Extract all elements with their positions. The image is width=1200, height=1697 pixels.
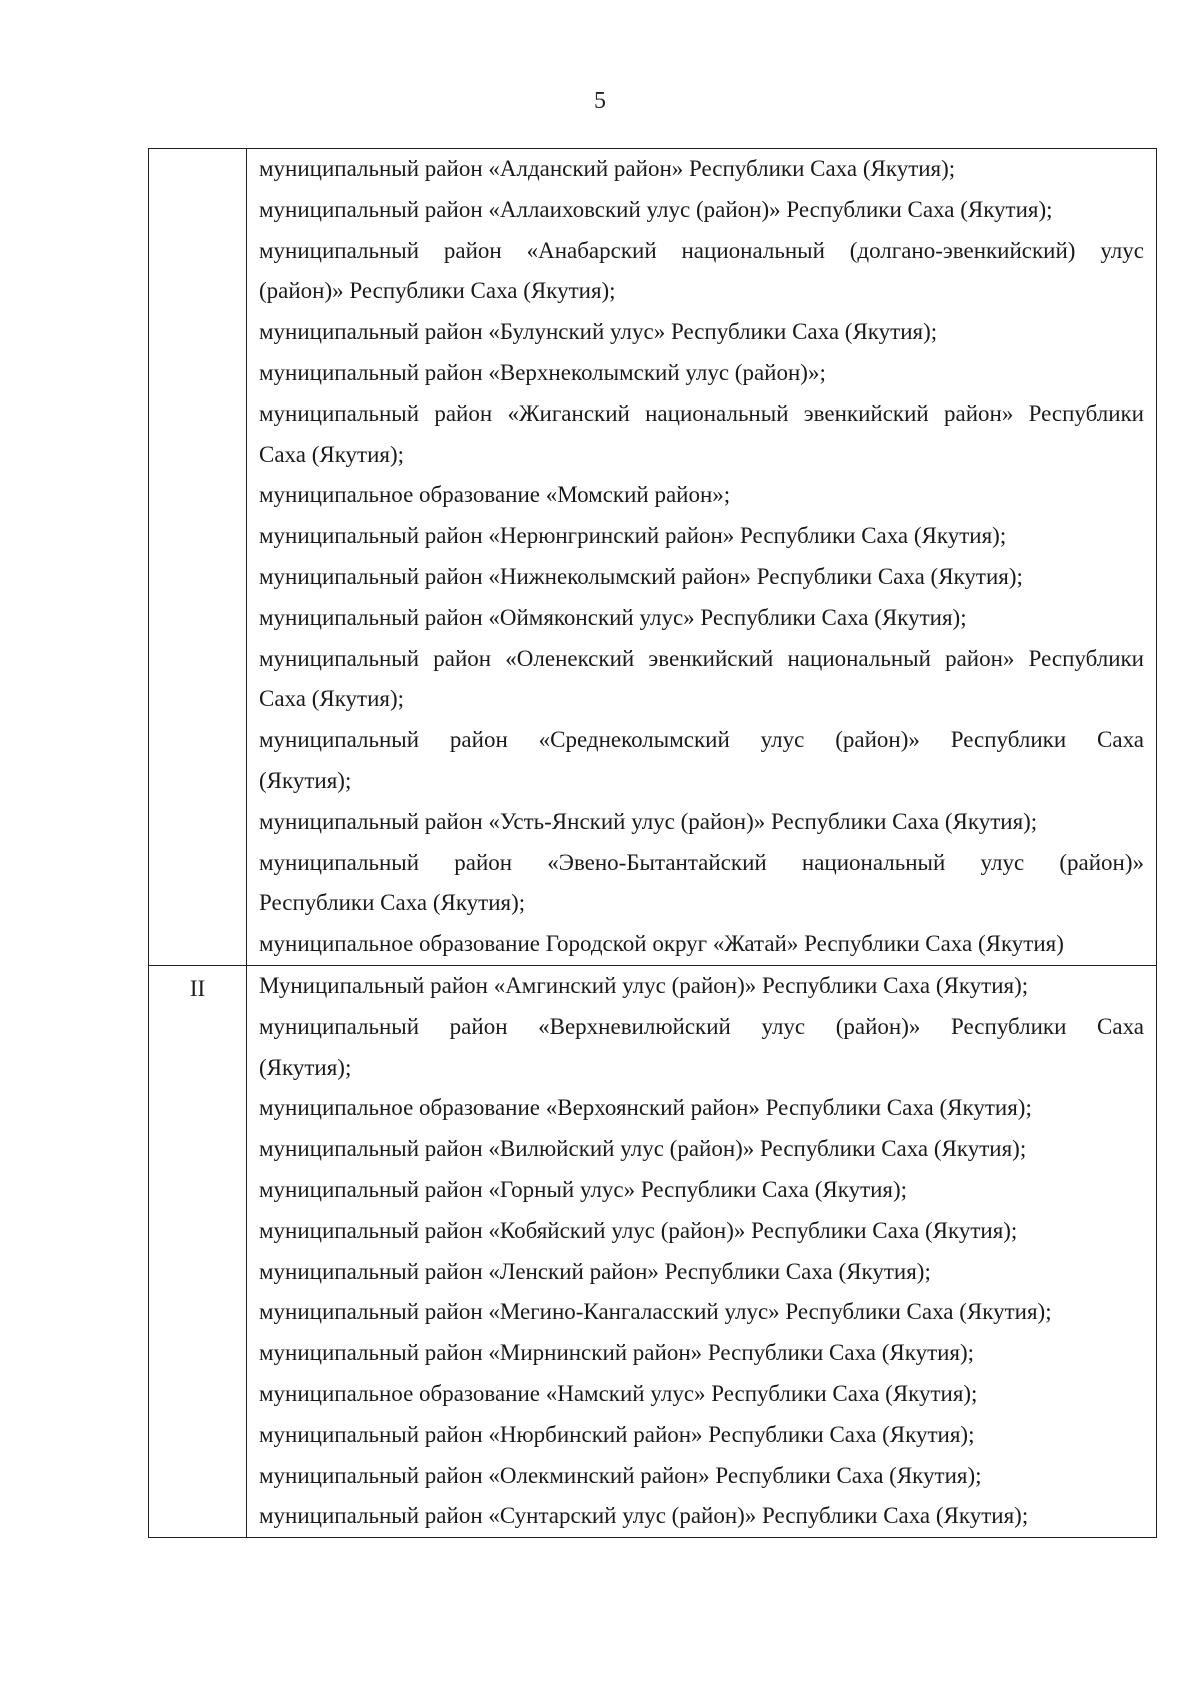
municipality-line: Республики Саха (Якутия);: [259, 890, 526, 916]
municipality-line: Саха (Якутия);: [259, 686, 405, 712]
municipality-line: муниципальный район «Ленский район» Республики Саха (Якутия);: [259, 1258, 931, 1284]
municipality-line: Муниципальный район «Амгинский улус (район)» Республики Саха (Якутия);: [259, 972, 1029, 998]
municipality-line: (Якутия);: [259, 767, 352, 793]
municipality-line: муниципальный район «Оленекский эвенкийский национальный район» Республики: [259, 645, 1144, 671]
municipality-line: муниципальный район «Аллаиховский улус (район)» Республики Саха (Якутия);: [259, 196, 1053, 222]
municipality-line: муниципальный район «Кобяйский улус (район)» Республики Саха (Якутия);: [259, 1217, 1018, 1243]
group-items-cell: [247, 149, 1156, 965]
municipality-line: муниципальный район «Жиганский национальный эвенкийский район» Республики: [259, 400, 1144, 426]
group-items-cell: [247, 966, 1156, 1537]
municipality-line: муниципальный район «Горный улус» Республики Саха (Якутия);: [259, 1176, 908, 1202]
municipality-line: муниципальное образование «Момский район»;: [259, 482, 731, 508]
group-number-cell: [149, 149, 247, 965]
municipality-line: муниципальный район «Среднеколымский улус (район)» Республики Саха: [259, 727, 1144, 753]
municipality-line: муниципальный район «Нерюнгринский район» Республики Саха (Якутия);: [259, 523, 1007, 549]
municipality-line: (Якутия);: [259, 1054, 352, 1080]
table-group-2: [149, 965, 1156, 1537]
municipality-line: Саха (Якутия);: [259, 441, 405, 467]
municipality-line: муниципальный район «Олекминский район» Республики Саха (Якутия);: [259, 1462, 982, 1488]
municipality-line: муниципальное образование Городской округ «Жатай» Республики Саха (Якутия): [259, 931, 1064, 957]
municipality-line: муниципальный район «Верхневилюйский улус (район)» Республики Саха: [259, 1013, 1144, 1039]
municipality-line: муниципальный район «Сунтарский улус (район)» Республики Саха (Якутия);: [259, 1503, 1029, 1529]
table-group-1: [149, 149, 1156, 965]
municipality-line: муниципальный район «Анабарский национальный (долгано-эвенкийский) улус: [259, 237, 1144, 263]
municipality-line: муниципальный район «Оймяконский улус» Республики Саха (Якутия);: [259, 604, 967, 630]
municipality-line: муниципальный район «Булунский улус» Республики Саха (Якутия);: [259, 319, 938, 345]
municipalities-table: [148, 148, 1157, 1538]
municipality-line: муниципальный район «Нюрбинский район» Республики Саха (Якутия);: [259, 1421, 975, 1447]
municipality-line: муниципальный район «Нижнеколымский район» Республики Саха (Якутия);: [259, 563, 1023, 589]
municipality-line: муниципальный район «Мегино-Кангаласский улус» Республики Саха (Якутия);: [259, 1299, 1052, 1325]
municipality-line: муниципальный район «Алданский район» Республики Саха (Якутия);: [259, 156, 956, 181]
municipality-line: муниципальный район «Верхнеколымский улус (район)»;: [259, 359, 826, 385]
group-number-cell: II: [149, 966, 247, 1537]
municipality-line: муниципальное образование «Верхоянский район» Республики Саха (Якутия);: [259, 1095, 1032, 1121]
page-number: 5: [594, 88, 606, 114]
municipality-line: муниципальное образование «Намский улус» Республики Саха (Якутия);: [259, 1380, 978, 1406]
municipality-line: муниципальный район «Вилюйский улус (район)» Республики Саха (Якутия);: [259, 1136, 1027, 1162]
municipality-line: (район)» Республики Саха (Якутия);: [259, 278, 616, 304]
municipality-line: муниципальный район «Эвено-Бытантайский национальный улус (район)»: [259, 849, 1144, 875]
municipality-line: муниципальный район «Усть-Янский улус (район)» Республики Саха (Якутия);: [259, 808, 1038, 834]
municipality-line: муниципальный район «Мирнинский район» Республики Саха (Якутия);: [259, 1340, 975, 1366]
